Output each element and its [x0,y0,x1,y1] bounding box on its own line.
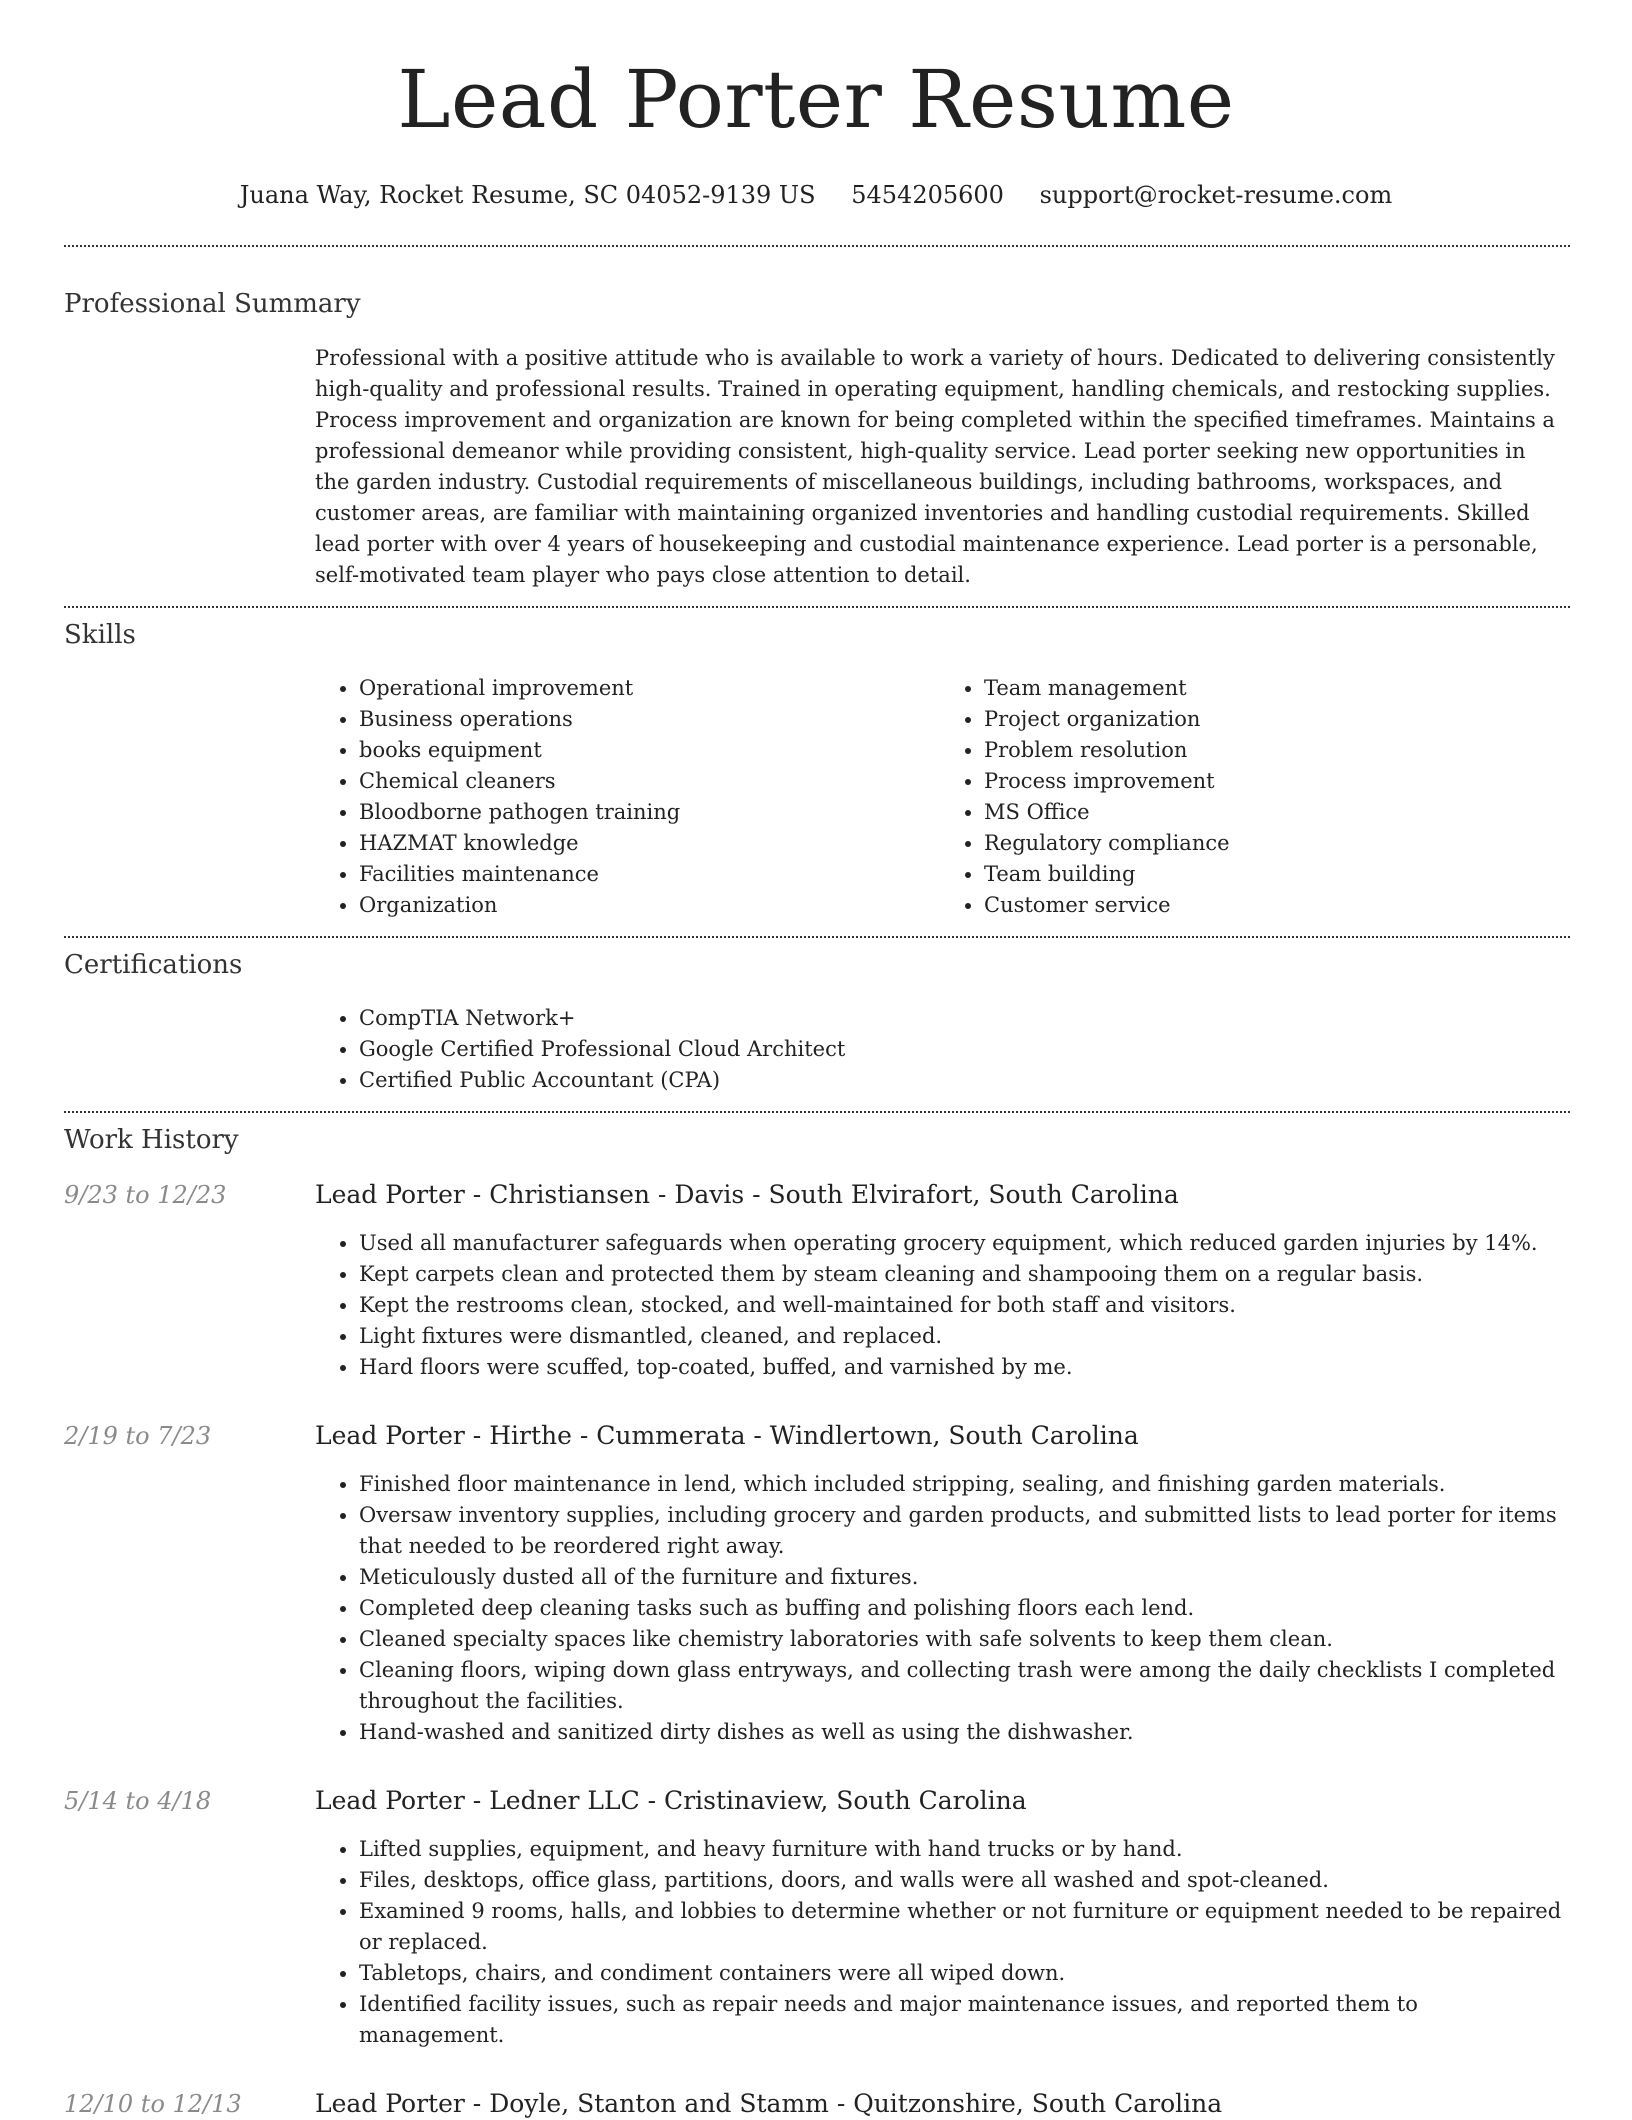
certifications-list [315,1003,1565,1096]
skill-item: • Organization [359,890,940,921]
job-header [64,1785,1632,1817]
skill-item: • Process improvement [984,766,1565,797]
skills-list-left [315,673,940,921]
job-bullets [315,1469,1565,1748]
job-header [64,1420,1632,1452]
job-bullets [315,1834,1565,2051]
contact-line [0,180,1632,210]
summary-section [315,343,1565,591]
job-bullet: • Cleaning floors, wiping down glass entryways, and collecting trash were among the daily checklists I completed throughout the facilities. [359,1655,1565,1717]
job-header [64,1179,1632,1211]
skill-item: • Business operations [359,704,940,735]
skills-list-right [940,673,1565,921]
certifications-heading: Certifications [64,950,243,980]
divider [64,245,1570,247]
certifications-section [315,1003,1565,1096]
contact-address: Juana Way, Rocket Resume, SC 04052-9139 US [239,181,816,209]
summary-heading: Professional Summary [64,289,361,319]
job-bullet: • Finished floor maintenance in lend, which included stripping, sealing, and finishing garden materials. [359,1469,1565,1500]
job-dates: 9/23 to 12/23 [64,1181,227,1209]
skill-item: • Bloodborne pathogen training [359,797,940,828]
job-bullet: • Files, desktops, office glass, partitions, doors, and walls were all washed and spot-cleaned. [359,1865,1565,1896]
skill-item: • Operational improvement [359,673,940,704]
page-title: Lead Porter Resume [397,53,1235,146]
job-bullets [315,1228,1565,1383]
divider [64,1111,1570,1113]
job-bullet: • Oversaw inventory supplies, including grocery and garden products, and submitted lists to lead porter for items that needed to be reordered right away. [359,1500,1565,1562]
job-duties [315,1834,1565,2051]
job-bullet: • Tabletops, chairs, and condiment containers were all wiped down. [359,1958,1565,1989]
job-bullet: • Completed deep cleaning tasks such as buffing and polishing floors each lend. [359,1593,1565,1624]
job-bullet: • Examined 9 rooms, halls, and lobbies to determine whether or not furniture or equipment needed to be repaired or replaced. [359,1896,1565,1958]
job-duties [315,1469,1565,1748]
job-bullet: • Kept the restrooms clean, stocked, and well-maintained for both staff and visitors. [359,1290,1565,1321]
summary-text: Professional with a positive attitude who is available to work a variety of hours. Dedicated to delivering consistently high-quality and professional results. Trained in operating equipment, handling chemicals, and restocking supplies. Process improvement and organization are known for being completed within the specified timeframes. Maintains a professional demeanor while providing consistent, high-quality service. Lead porter seeking new opportunities in the garden industry. Custodial requirements of miscellaneous buildings, including bathrooms, workspaces, and customer areas, are familiar with maintaining organized inventories and handling custodial requirements. Skilled lead porter with over 4 years of housekeeping and custodial maintenance experience. Lead porter is a personable, self-motivated team player who pays close attention to detail. [315,346,1555,587]
skill-item: • Facilities maintenance [359,859,940,890]
job-title: Lead Porter - Hirthe - Cummerata - Windlertown, South Carolina [315,1421,1139,1450]
certification-item: • Certified Public Accountant (CPA) [359,1065,1565,1096]
skill-item: • HAZMAT knowledge [359,828,940,859]
contact-email: support@rocket-resume.com [1039,181,1393,209]
job-entry [0,1179,1632,1383]
job-title: Lead Porter - Ledner LLC - Cristinaview, South Carolina [315,1786,1027,1815]
contact-phone: 5454205600 [851,181,1004,209]
skills-heading: Skills [64,620,136,650]
skills-section [315,673,1565,921]
certification-item: • Google Certified Professional Cloud Architect [359,1034,1565,1065]
job-entry [0,2088,1632,2120]
job-bullet: • Kept carpets clean and protected them by steam cleaning and shampooing them on a regular basis. [359,1259,1565,1290]
job-bullet: • Hand-washed and sanitized dirty dishes as well as using the dishwasher. [359,1717,1565,1748]
job-bullet: • Lifted supplies, equipment, and heavy furniture with hand trucks or by hand. [359,1834,1565,1865]
divider [64,936,1570,938]
skill-item: • books equipment [359,735,940,766]
job-dates: 2/19 to 7/23 [64,1422,212,1450]
job-dates: 5/14 to 4/18 [64,1787,212,1815]
skill-item: • Problem resolution [984,735,1565,766]
skill-item: • MS Office [984,797,1565,828]
job-bullet: • Used all manufacturer safeguards when operating grocery equipment, which reduced garden injuries by 14%. [359,1228,1565,1259]
skill-item: • Project organization [984,704,1565,735]
job-title: Lead Porter - Christiansen - Davis - South Elvirafort, South Carolina [315,1180,1179,1209]
skill-item: • Customer service [984,890,1565,921]
job-entry [0,1785,1632,2051]
job-title: Lead Porter - Doyle, Stanton and Stamm - Quitzonshire, South Carolina [315,2089,1223,2118]
job-bullet: • Cleaned specialty spaces like chemistry laboratories with safe solvents to keep them clean. [359,1624,1565,1655]
job-header [64,2088,1632,2120]
certification-item: • CompTIA Network+ [359,1003,1565,1034]
divider [64,606,1570,608]
job-bullet: • Hard floors were scuffed, top-coated, buffed, and varnished by me. [359,1352,1565,1383]
skill-item: • Team management [984,673,1565,704]
job-duties [315,1228,1565,1383]
skill-item: • Chemical cleaners [359,766,940,797]
job-dates: 12/10 to 12/13 [64,2090,242,2118]
work-history-heading: Work History [64,1125,239,1155]
skill-item: • Regulatory compliance [984,828,1565,859]
job-bullet: • Meticulously dusted all of the furniture and fixtures. [359,1562,1565,1593]
job-bullet: • Identified facility issues, such as repair needs and major maintenance issues, and reported them to management. [359,1989,1565,2051]
job-entry [0,1420,1632,1748]
job-bullet: • Light fixtures were dismantled, cleaned, and replaced. [359,1321,1565,1352]
skill-item: • Team building [984,859,1565,890]
